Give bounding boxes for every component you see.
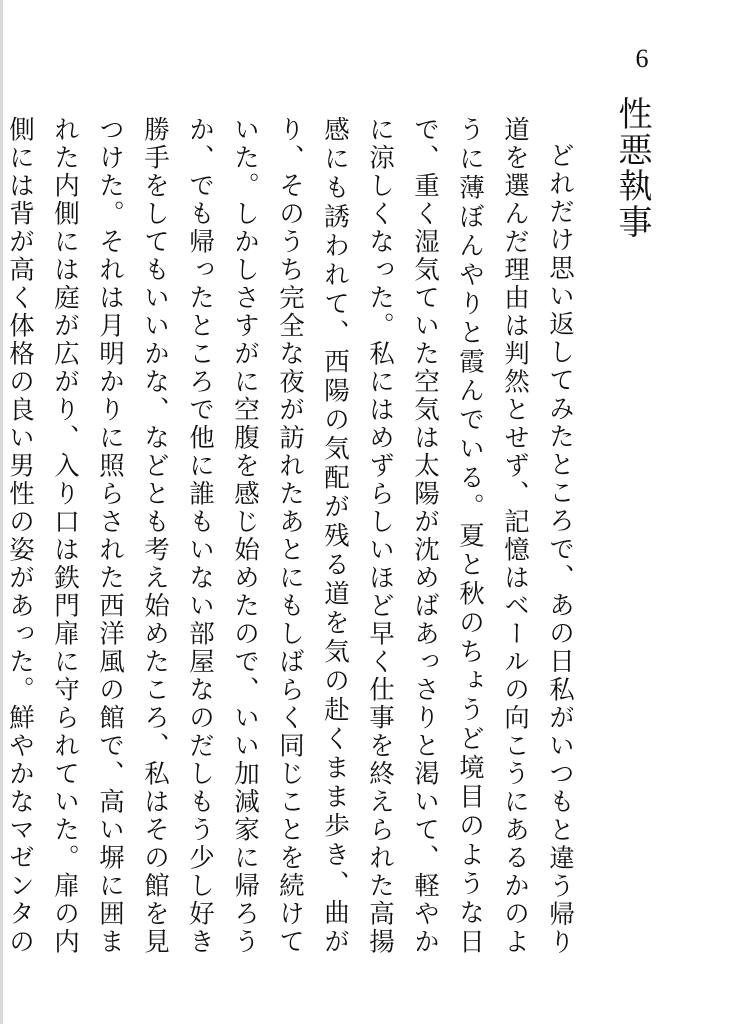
page-number: 6 [635, 44, 649, 73]
body-text [5, 116, 582, 956]
body-paragraph: どれだけ思い返してみたところで、あの日私がいつもと違う帰り道を選んだ理由は判然とせず、記憶はベールの向こうにあるかのように薄ぼんやりと霞んでいる。夏と秋のちょうど境目のような日で、重く湿気ていた空気は太陽が沈めばあっさりと渇いて、軽やかに涼しくなった。私にはめずらしいほど早く仕事を終えられた高揚感にも誘われて、西陽の気配が残る道を気の赴くまま歩き、曲がり、そのうち完全な夜が訪れたあとにもしばらく同じことを続けていた。しかしさすがに空腹を感じ始めたので、いい加減家に帰ろうか、でも帰ったところで他に誰もいない部屋なのだしもう少し好き勝手をしてもいいかな、などとも考え始めたころ、私はその館を見つけた。それは月明かりに照らされた西洋風の館で、高い塀に囲まれた内側には庭が広がり、入り口は鉄門扉に守られていた。扉の内側には背が高く体格の良い男性の姿があった。鮮やかなマゼンタの [5, 116, 575, 956]
chapter-title: 性悪執事 [612, 96, 652, 240]
